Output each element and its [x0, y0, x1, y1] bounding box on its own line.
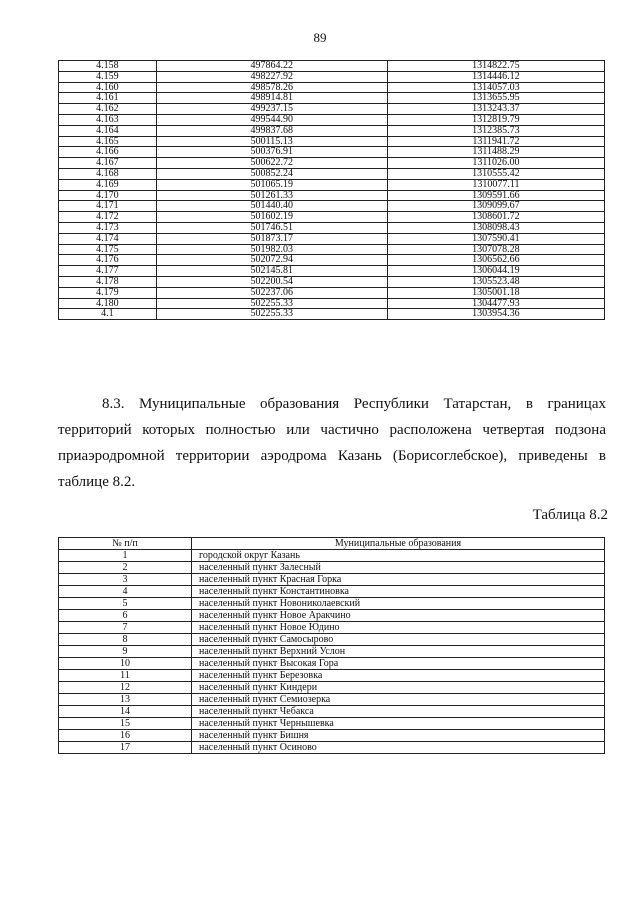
row-number-cell: 4	[59, 586, 192, 598]
table-row	[59, 190, 605, 201]
table-row	[59, 550, 605, 562]
municipality-name-cell: городской округ Казань	[192, 550, 605, 562]
table-header-row	[59, 538, 605, 550]
municipality-name-cell: населенный пункт Красная Горка	[192, 574, 605, 586]
point-number-cell: 4.175	[59, 244, 157, 255]
municipality-name-cell: населенный пункт Березовка	[192, 670, 605, 682]
x-coordinate-cell: 500376.91	[156, 147, 387, 158]
y-coordinate-cell: 1313655.95	[387, 93, 604, 104]
point-number-cell: 4.1	[59, 309, 157, 320]
point-number-cell: 4.164	[59, 125, 157, 136]
x-coordinate-cell: 501746.51	[156, 222, 387, 233]
x-coordinate-cell: 500852.24	[156, 168, 387, 179]
table-row	[59, 114, 605, 125]
row-number-cell: 17	[59, 742, 192, 754]
y-coordinate-cell: 1313243.37	[387, 104, 604, 115]
point-number-cell: 4.177	[59, 266, 157, 277]
y-coordinate-cell: 1309591.66	[387, 190, 604, 201]
point-number-cell: 4.173	[59, 222, 157, 233]
table-row	[59, 255, 605, 266]
table-row	[59, 742, 605, 754]
x-coordinate-cell: 501873.17	[156, 233, 387, 244]
table-row	[59, 212, 605, 223]
row-number-cell: 16	[59, 730, 192, 742]
municipality-name-cell: населенный пункт Новониколаевский	[192, 598, 605, 610]
x-coordinate-cell: 499237.15	[156, 104, 387, 115]
table-row	[59, 309, 605, 320]
x-coordinate-cell: 501602.19	[156, 212, 387, 223]
y-coordinate-cell: 1303954.36	[387, 309, 604, 320]
row-number-cell: 1	[59, 550, 192, 562]
table-row	[59, 93, 605, 104]
point-number-cell: 4.167	[59, 158, 157, 169]
municipalities-table	[58, 537, 605, 754]
table-row	[59, 222, 605, 233]
y-coordinate-cell: 1304477.93	[387, 298, 604, 309]
x-coordinate-cell: 501982.03	[156, 244, 387, 255]
point-number-cell: 4.166	[59, 147, 157, 158]
y-coordinate-cell: 1311941.72	[387, 136, 604, 147]
table-row	[59, 574, 605, 586]
point-number-cell: 4.180	[59, 298, 157, 309]
point-number-cell: 4.179	[59, 287, 157, 298]
y-coordinate-cell: 1314057.03	[387, 82, 604, 93]
paragraph-8-3	[58, 391, 606, 495]
table-row	[59, 244, 605, 255]
table-row	[59, 718, 605, 730]
row-number-cell: 7	[59, 622, 192, 634]
table-caption: Таблица 8.2	[532, 507, 608, 523]
row-number-cell: 11	[59, 670, 192, 682]
header-number: № п/п	[59, 538, 192, 550]
municipality-name-cell: населенный пункт Киндери	[192, 682, 605, 694]
point-number-cell: 4.172	[59, 212, 157, 223]
x-coordinate-cell: 499837.68	[156, 125, 387, 136]
point-number-cell: 4.178	[59, 276, 157, 287]
point-number-cell: 4.170	[59, 190, 157, 201]
x-coordinate-cell: 500115.13	[156, 136, 387, 147]
y-coordinate-cell: 1314822.75	[387, 61, 604, 72]
paragraph-text: 8.3. Муниципальные образования Республики Татарстан, в границах территорий которых полностью или частично расположена четвертая подзона приаэродромной территории аэродрома Казань (Борисоглебское), приведены в таблице 8.2.	[58, 396, 606, 490]
x-coordinate-cell: 502072.94	[156, 255, 387, 266]
x-coordinate-cell: 502145.81	[156, 266, 387, 277]
point-number-cell: 4.168	[59, 168, 157, 179]
x-coordinate-cell: 502200.54	[156, 276, 387, 287]
point-number-cell: 4.159	[59, 71, 157, 82]
table-row	[59, 266, 605, 277]
table-row	[59, 562, 605, 574]
municipality-name-cell: населенный пункт Верхний Услон	[192, 646, 605, 658]
row-number-cell: 6	[59, 610, 192, 622]
y-coordinate-cell: 1306044.19	[387, 266, 604, 277]
x-coordinate-cell: 502255.33	[156, 298, 387, 309]
table-row	[59, 147, 605, 158]
table-row	[59, 233, 605, 244]
table-row	[59, 670, 605, 682]
table-row	[59, 276, 605, 287]
row-number-cell: 15	[59, 718, 192, 730]
table-row	[59, 682, 605, 694]
y-coordinate-cell: 1305001.18	[387, 287, 604, 298]
municipality-name-cell: населенный пункт Самосырово	[192, 634, 605, 646]
table-row	[59, 298, 605, 309]
table-row	[59, 586, 605, 598]
table-row	[59, 646, 605, 658]
municipality-name-cell: населенный пункт Высокая Гора	[192, 658, 605, 670]
row-number-cell: 8	[59, 634, 192, 646]
point-number-cell: 4.165	[59, 136, 157, 147]
y-coordinate-cell: 1306562.66	[387, 255, 604, 266]
table-row	[59, 658, 605, 670]
y-coordinate-cell: 1312385.73	[387, 125, 604, 136]
table-row	[59, 634, 605, 646]
y-coordinate-cell: 1312819.79	[387, 114, 604, 125]
y-coordinate-cell: 1309099.67	[387, 201, 604, 212]
point-number-cell: 4.161	[59, 93, 157, 104]
x-coordinate-cell: 502237.06	[156, 287, 387, 298]
y-coordinate-cell: 1307078.28	[387, 244, 604, 255]
row-number-cell: 13	[59, 694, 192, 706]
table-row	[59, 706, 605, 718]
table-row	[59, 694, 605, 706]
y-coordinate-cell: 1305523.48	[387, 276, 604, 287]
row-number-cell: 9	[59, 646, 192, 658]
point-number-cell: 4.163	[59, 114, 157, 125]
y-coordinate-cell: 1310555.42	[387, 168, 604, 179]
point-number-cell: 4.158	[59, 61, 157, 72]
y-coordinate-cell: 1308098.43	[387, 222, 604, 233]
y-coordinate-cell: 1308601.72	[387, 212, 604, 223]
x-coordinate-cell: 501065.19	[156, 179, 387, 190]
y-coordinate-cell: 1311026.00	[387, 158, 604, 169]
x-coordinate-cell: 498914.81	[156, 93, 387, 104]
table-row	[59, 71, 605, 82]
header-municipalities: Муниципальные образования	[192, 538, 605, 550]
page-number: 89	[313, 30, 327, 45]
table-row	[59, 125, 605, 136]
y-coordinate-cell: 1310077.11	[387, 179, 604, 190]
municipality-name-cell: населенный пункт Бишня	[192, 730, 605, 742]
table-row	[59, 136, 605, 147]
point-number-cell: 4.174	[59, 233, 157, 244]
row-number-cell: 5	[59, 598, 192, 610]
table-row	[59, 61, 605, 72]
x-coordinate-cell: 501440.40	[156, 201, 387, 212]
point-number-cell: 4.169	[59, 179, 157, 190]
municipality-name-cell: населенный пункт Семиозерка	[192, 694, 605, 706]
table-row	[59, 598, 605, 610]
x-coordinate-cell: 498578.26	[156, 82, 387, 93]
coordinates-table	[58, 60, 605, 320]
table-row	[59, 104, 605, 115]
municipality-name-cell: населенный пункт Новое Аракчино	[192, 610, 605, 622]
x-coordinate-cell: 500622.72	[156, 158, 387, 169]
municipality-name-cell: населенный пункт Чебакса	[192, 706, 605, 718]
table-row	[59, 168, 605, 179]
x-coordinate-cell: 497864.22	[156, 61, 387, 72]
y-coordinate-cell: 1307590.41	[387, 233, 604, 244]
row-number-cell: 10	[59, 658, 192, 670]
table-row	[59, 201, 605, 212]
table-row	[59, 179, 605, 190]
y-coordinate-cell: 1311488.29	[387, 147, 604, 158]
y-coordinate-cell: 1314446.12	[387, 71, 604, 82]
row-number-cell: 14	[59, 706, 192, 718]
municipality-name-cell: населенный пункт Константиновка	[192, 586, 605, 598]
x-coordinate-cell: 499544.90	[156, 114, 387, 125]
municipality-name-cell: населенный пункт Новое Юдино	[192, 622, 605, 634]
table-row	[59, 82, 605, 93]
row-number-cell: 2	[59, 562, 192, 574]
x-coordinate-cell: 502255.33	[156, 309, 387, 320]
point-number-cell: 4.176	[59, 255, 157, 266]
municipality-name-cell: населенный пункт Осиново	[192, 742, 605, 754]
row-number-cell: 12	[59, 682, 192, 694]
municipality-name-cell: населенный пункт Чернышевка	[192, 718, 605, 730]
table-row	[59, 287, 605, 298]
table-row	[59, 158, 605, 169]
x-coordinate-cell: 501261.33	[156, 190, 387, 201]
point-number-cell: 4.171	[59, 201, 157, 212]
municipality-name-cell: населенный пункт Залесный	[192, 562, 605, 574]
table-row	[59, 610, 605, 622]
point-number-cell: 4.160	[59, 82, 157, 93]
table-row	[59, 730, 605, 742]
table-row	[59, 622, 605, 634]
x-coordinate-cell: 498227.92	[156, 71, 387, 82]
coordinates-table-body	[59, 61, 605, 320]
row-number-cell: 3	[59, 574, 192, 586]
point-number-cell: 4.162	[59, 104, 157, 115]
municipalities-table-body	[59, 550, 605, 754]
